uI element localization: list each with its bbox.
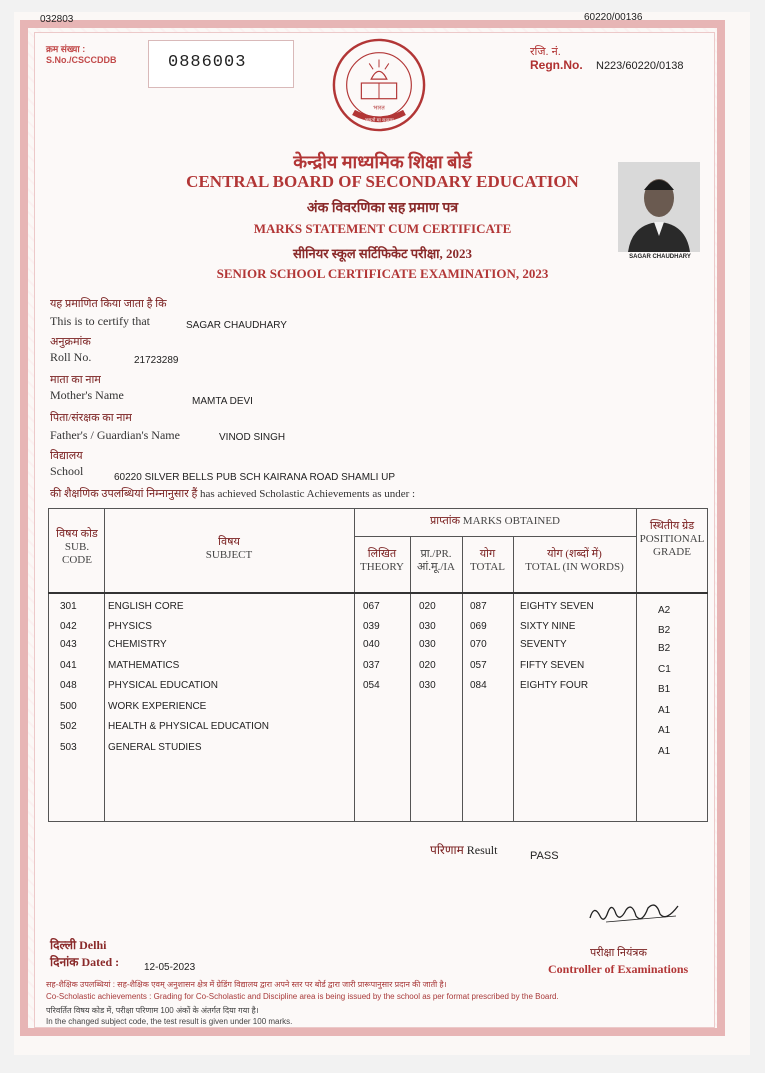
- father-name: VINOD SINGH: [219, 432, 286, 443]
- header-total-words: [513, 548, 636, 574]
- col-divider-total: [513, 536, 514, 822]
- row-4-total: 084: [470, 680, 487, 691]
- note-changed-code: In the changed subject code, the test result is given under 100 marks.: [46, 1017, 293, 1026]
- logo-ribbon-text: असतो मा सद्गमय: [364, 118, 394, 124]
- certify-label: This is to certify that: [50, 314, 150, 328]
- note-coscholastic: Co-Scholastic achievements : Grading for Co-Scholastic and Discipline area is being issued by the school as per format prescribed by the Board.: [46, 992, 559, 1001]
- row-6-code: 502: [60, 721, 77, 732]
- header-grade-line1: POSITIONAL: [639, 533, 705, 545]
- row-3-words: FIFTY SEVEN: [520, 660, 585, 671]
- issue-date: 12-05-2023: [144, 962, 196, 973]
- row-2-grade: B2: [658, 643, 671, 654]
- header-words-english: TOTAL (IN WORDS): [525, 561, 624, 573]
- school-label-hindi: विद्यालय: [50, 450, 83, 462]
- controller-title: Controller of Examinations: [548, 962, 689, 976]
- header-marks-english: MARKS OBTAINED: [462, 515, 561, 527]
- regn-label: Regn.No.: [530, 58, 583, 72]
- header-grade-line2: GRADE: [653, 546, 691, 558]
- header-practical-line1: प्रा./PR.: [420, 548, 452, 560]
- row-1-total: 069: [470, 621, 487, 632]
- row-0-code: 301: [60, 601, 77, 612]
- col-divider-prac: [462, 536, 463, 822]
- photo-caption: SAGAR CHAUDHARY: [629, 254, 691, 260]
- roll-number: 21723289: [134, 355, 179, 366]
- header-marks-obtained: [354, 515, 636, 528]
- row-0-subject: ENGLISH CORE: [108, 601, 184, 612]
- header-theory-hindi: लिखित: [367, 548, 397, 560]
- header-marks-hindi: प्राप्तांक: [429, 515, 461, 527]
- marks-header-divider: [354, 536, 636, 537]
- candidate-name: SAGAR CHAUDHARY: [186, 320, 287, 331]
- header-bottom-rule: [48, 592, 708, 594]
- mother-name: MAMTA DEVI: [192, 396, 253, 407]
- row-4-code: 048: [60, 680, 77, 691]
- row-4-grade: B1: [658, 684, 671, 695]
- row-2-total: 070: [470, 639, 487, 650]
- row-2-theory: 040: [363, 639, 380, 650]
- controller-title-hindi: परीक्षा नियंत्रक: [590, 947, 647, 959]
- row-7-grade: A1: [658, 746, 671, 757]
- row-3-total: 057: [470, 660, 487, 671]
- row-5-grade: A1: [658, 705, 671, 716]
- header-words-hindi: योग (शब्दों में): [547, 548, 602, 560]
- header-total: [462, 548, 513, 574]
- result-label-english: Result: [466, 843, 498, 857]
- controller-signature-icon: [586, 898, 686, 928]
- row-0-total: 087: [470, 601, 487, 612]
- row-1-code: 042: [60, 621, 77, 632]
- row-2-subject: CHEMISTRY: [108, 639, 167, 650]
- place-hindi: दिल्ली: [50, 938, 77, 952]
- cbse-emblem-icon: [330, 36, 428, 134]
- dated-hindi: दिनांक: [50, 955, 79, 969]
- place-english: Delhi: [79, 938, 107, 952]
- candidate-photo: [618, 162, 700, 252]
- row-3-subject: MATHEMATICS: [108, 660, 180, 671]
- result-value: PASS: [530, 850, 559, 862]
- certify-label-hindi: यह प्रमाणित किया जाता है कि: [50, 298, 167, 310]
- row-1-words: SIXTY NINE: [520, 621, 576, 632]
- header-subject-english: SUBJECT: [205, 549, 253, 561]
- board-title: CENTRAL BOARD OF SECONDARY EDUCATION: [186, 172, 579, 191]
- row-4-subject: PHYSICAL EDUCATION: [108, 680, 219, 691]
- document-title-hindi: अंक विवरणिका सह प्रमाण पत्र: [306, 201, 459, 216]
- row-3-theory: 037: [363, 660, 380, 671]
- exam-title: SENIOR SCHOOL CERTIFICATE EXAMINATION, 2023: [216, 266, 549, 281]
- achievement-label: has achieved Scholastic Achievements as under :: [200, 488, 416, 500]
- achievement-line: [50, 486, 415, 501]
- mother-label-hindi: माता का नाम: [50, 374, 101, 386]
- header-practical-line2: आं.मू./IA: [417, 561, 455, 573]
- row-2-words: SEVENTY: [520, 639, 567, 650]
- result-label: [430, 841, 497, 858]
- achievement-label-hindi: की शैक्षणिक उपलब्धियां निम्नानुसार हैं: [50, 488, 198, 500]
- row-2-code: 043: [60, 639, 77, 650]
- header-sub-code-line1: SUB.: [64, 541, 90, 553]
- serial-top-left: 032803: [40, 14, 74, 25]
- father-label: Father's / Guardian's Name: [50, 428, 180, 442]
- row-4-theory: 054: [363, 680, 380, 691]
- row-0-prac: 020: [419, 601, 436, 612]
- school-name: 60220 SILVER BELLS PUB SCH KAIRANA ROAD SHAMLI UP: [114, 472, 396, 483]
- row-5-code: 500: [60, 701, 77, 712]
- header-subject: [104, 536, 354, 562]
- header-total-hindi: योग: [479, 548, 496, 560]
- header-grade: [636, 520, 708, 559]
- regn-label-hindi: रजि. नं.: [530, 46, 561, 58]
- row-3-grade: C1: [658, 664, 671, 675]
- row-0-grade: A2: [658, 605, 671, 616]
- row-4-prac: 030: [419, 680, 436, 691]
- header-total-english: TOTAL: [470, 561, 505, 573]
- mother-label: Mother's Name: [50, 388, 124, 402]
- row-6-grade: A1: [658, 725, 671, 736]
- logo-bottom-text: भारत: [373, 105, 385, 112]
- row-7-subject: GENERAL STUDIES: [108, 742, 202, 753]
- school-label: School: [50, 464, 84, 478]
- roll-label-hindi: अनुक्रमांक: [50, 336, 91, 348]
- col-divider-theory: [410, 536, 411, 822]
- serial-top-right: 60220/00136: [584, 12, 643, 23]
- row-1-prac: 030: [419, 621, 436, 632]
- place-line: [50, 936, 106, 953]
- header-subject-hindi: विषय: [218, 536, 240, 548]
- header-sub-code-hindi: विषय कोड: [56, 528, 98, 540]
- header-sub-code: [50, 528, 104, 567]
- serial-label-english: S.No./CSCCDDB: [46, 55, 117, 65]
- header-grade-hindi: स्थितीय ग्रेड: [649, 520, 695, 532]
- document-title: MARKS STATEMENT CUM CERTIFICATE: [253, 221, 512, 236]
- header-sub-code-line2: CODE: [62, 554, 92, 566]
- row-4-words: EIGHTY FOUR: [520, 680, 589, 691]
- serial-label: [46, 44, 117, 66]
- row-3-prac: 020: [419, 660, 436, 671]
- exam-title-hindi: सीनियर स्कूल सर्टिफिकेट परीक्षा, 2023: [292, 246, 473, 261]
- header-theory: [354, 548, 410, 574]
- serial-number: 0886003: [168, 53, 247, 72]
- result-label-hindi: परिणाम: [430, 843, 464, 857]
- regn-number: N223/60220/0138: [596, 60, 684, 72]
- row-2-prac: 030: [419, 639, 436, 650]
- dated-line: [50, 953, 119, 970]
- note-coscholastic-hindi: सह-शैक्षिक उपलब्धियां : सह-शैक्षिक एवम् अनुशासन क्षेत्र में ग्रेडिंग विद्यालय द्वारा अपने स्तर पर बोर्ड द्वारा जारी प्रारूपानुसार प्रदान की जाती है।: [46, 980, 447, 989]
- header-practical: [410, 548, 462, 574]
- roll-label: Roll No.: [50, 350, 92, 364]
- row-6-subject: HEALTH & PHYSICAL EDUCATION: [108, 721, 269, 732]
- father-label-hindi: पिता/संरक्षक का नाम: [50, 412, 132, 424]
- row-0-words: EIGHTY SEVEN: [520, 601, 594, 612]
- row-1-theory: 039: [363, 621, 380, 632]
- row-1-grade: B2: [658, 625, 671, 636]
- serial-label-hindi: क्रम संख्या :: [46, 44, 86, 54]
- header-theory-english: THEORY: [360, 561, 404, 573]
- row-0-theory: 067: [363, 601, 380, 612]
- board-title-hindi: केन्द्रीय माध्यमिक शिक्षा बोर्ड: [293, 152, 472, 172]
- row-3-code: 041: [60, 660, 77, 671]
- dated-english: Dated :: [81, 955, 120, 969]
- row-1-subject: PHYSICS: [108, 621, 152, 632]
- row-5-subject: WORK EXPERIENCE: [108, 701, 207, 712]
- note-changed-code-hindi: परिवर्तित विषय कोड में, परीक्षा परिणाम 100 अंकों के अंतर्गत दिया गया है।: [46, 1006, 259, 1015]
- row-7-code: 503: [60, 742, 77, 753]
